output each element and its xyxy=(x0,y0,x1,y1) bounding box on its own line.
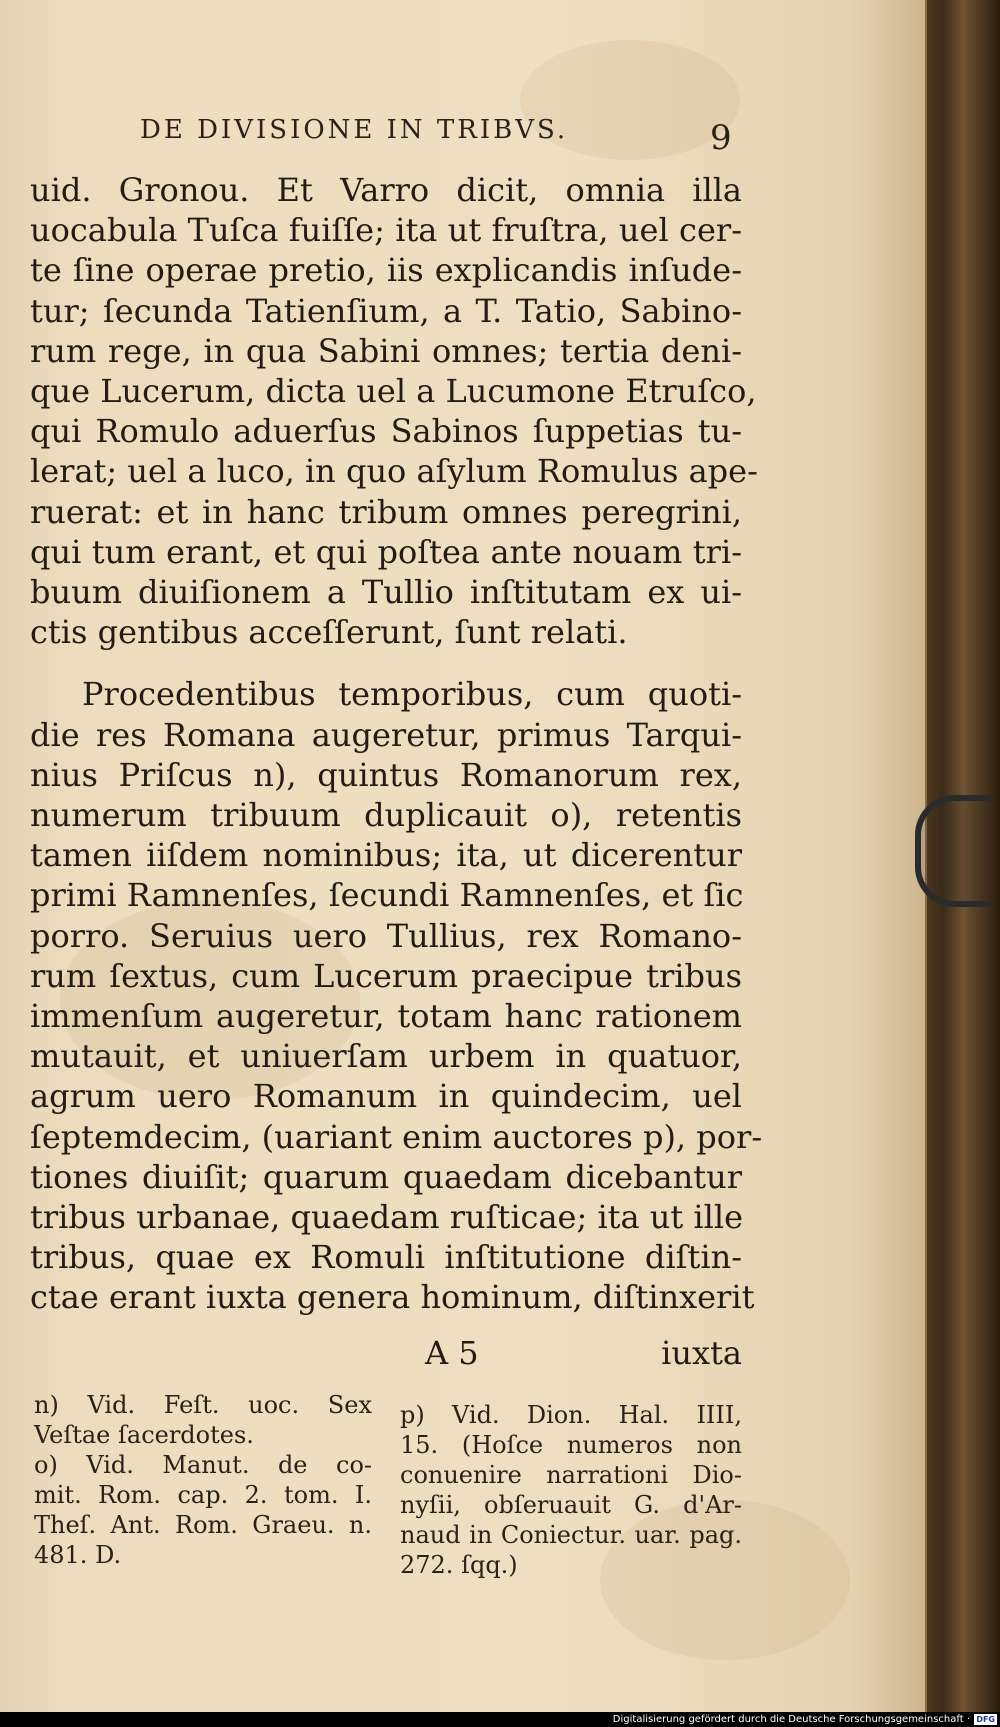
text-line: numerum tribuum duplicauit o), retentis xyxy=(30,796,742,835)
text-line: ctis gentibus acceſſerunt, ſunt relati. xyxy=(30,613,628,652)
text-line: mutauit, et uniuerſam urbem in quatuor, xyxy=(30,1037,742,1076)
text-line: die res Romana augeretur, primus Tarqui- xyxy=(30,715,742,754)
footnote-line: 15. (Hoſce numeros non xyxy=(400,1431,742,1459)
text-line: qui Romulo aduerſus Sabinos ſuppetias tu- xyxy=(30,412,742,451)
page-number: 9 xyxy=(710,118,732,158)
signature-mark: A 5 xyxy=(425,1334,479,1372)
text-line: tur; ſecunda Tatienſium, a T. Tatio, Sabino- xyxy=(30,291,742,330)
text-line: tamen iiſdem nominibus; ita, ut dicerentur xyxy=(30,836,742,875)
text-line: rum ſextus, cum Lucerum praecipue tribus xyxy=(30,956,742,995)
footnote-line: 481. D. xyxy=(34,1541,122,1569)
text-line: rum rege, in qua Sabini omnes; tertia deni- xyxy=(30,331,742,370)
footnote-line: 272. ſqq.) xyxy=(400,1551,518,1579)
text-line: immenſum augeretur, totam hanc rationem xyxy=(30,997,742,1036)
dfg-logo: DFG xyxy=(976,1715,995,1724)
footnote-line: nyſii, obſeruauit G. d'Ar- xyxy=(400,1491,742,1519)
footnote-line: o) Vid. Manut. de co- xyxy=(34,1451,372,1479)
footnote-line: Veſtae ſacerdotes. xyxy=(34,1421,254,1449)
footnote-line: p) Vid. Dion. Hal. IIII, xyxy=(400,1401,742,1429)
text-line: uocabula Tuſca fuiſſe; ita ut fruſtra, uel cer- xyxy=(30,211,742,250)
text-line: qui tum erant, et qui poſtea ante nouam tri- xyxy=(30,532,742,571)
footnote-line: mit. Rom. cap. 2. tom. I. xyxy=(34,1481,372,1509)
text-line: porro. Seruius uero Tullius, rex Romano- xyxy=(30,916,742,955)
text-line: tribus urbanae, quaedam ruſticae; ita ut ille xyxy=(30,1198,744,1237)
running-title: DE DIVISIONE IN TRIBVS. xyxy=(140,115,569,145)
text-line: tribus, quae ex Romuli inſtitutione diſtin- xyxy=(30,1238,742,1277)
footnote-line: n) Vid. Feſt. uoc. Sex xyxy=(34,1391,372,1419)
footnote-line: Theſ. Ant. Rom. Graeu. n. xyxy=(34,1511,372,1539)
text-line: tiones diuiſit; quarum quaedam dicebantur xyxy=(30,1157,742,1196)
footnote-line: conuenire narrationi Dio- xyxy=(400,1461,742,1489)
text-line: ſeptemdecim, (uariant enim auctores p), por- xyxy=(30,1117,763,1156)
text-line: Procedentibus temporibus, cum quoti- xyxy=(82,675,742,714)
text-line: agrum uero Romanum in quindecim, uel xyxy=(30,1077,742,1116)
page-clip xyxy=(915,795,991,907)
footnotes-right xyxy=(400,1400,742,1580)
text-line: primi Ramnenſes, ſecundi Ramnenſes, et ſic xyxy=(30,876,744,915)
body-text xyxy=(30,170,763,1318)
text-line: uid. Gronou. Et Varro dicit, omnia illa xyxy=(30,171,742,209)
text-line: te ſine operae pretio, iis explicandis inſude- xyxy=(30,251,742,290)
digitization-credit: Digitalisierung gefördert durch die Deutsche Forschungsgemeinschaft · xyxy=(612,1714,970,1725)
catchword: iuxta xyxy=(661,1334,742,1372)
text-line: nius Priſcus n), quintus Romanorum rex, xyxy=(30,755,742,794)
text-line: que Lucerum, dicta uel a Lucumone Etruſco, xyxy=(30,372,757,411)
footnotes-left xyxy=(34,1390,372,1570)
footer-bar xyxy=(0,1712,1000,1727)
text-line: buum diuiſionem a Tullio inſtitutam ex ui- xyxy=(30,573,742,612)
catchline xyxy=(30,1334,742,1376)
text-line: ctae erant iuxta genera hominum, diſtinxerit xyxy=(30,1278,755,1317)
text-line: lerat; uel a luco, in quo aſylum Romulus ape- xyxy=(30,452,758,491)
footnote-line: naud in Coniectur. uar. pag. xyxy=(400,1521,742,1549)
text-line: ruerat: et in hanc tribum omnes peregrini, xyxy=(30,492,742,531)
